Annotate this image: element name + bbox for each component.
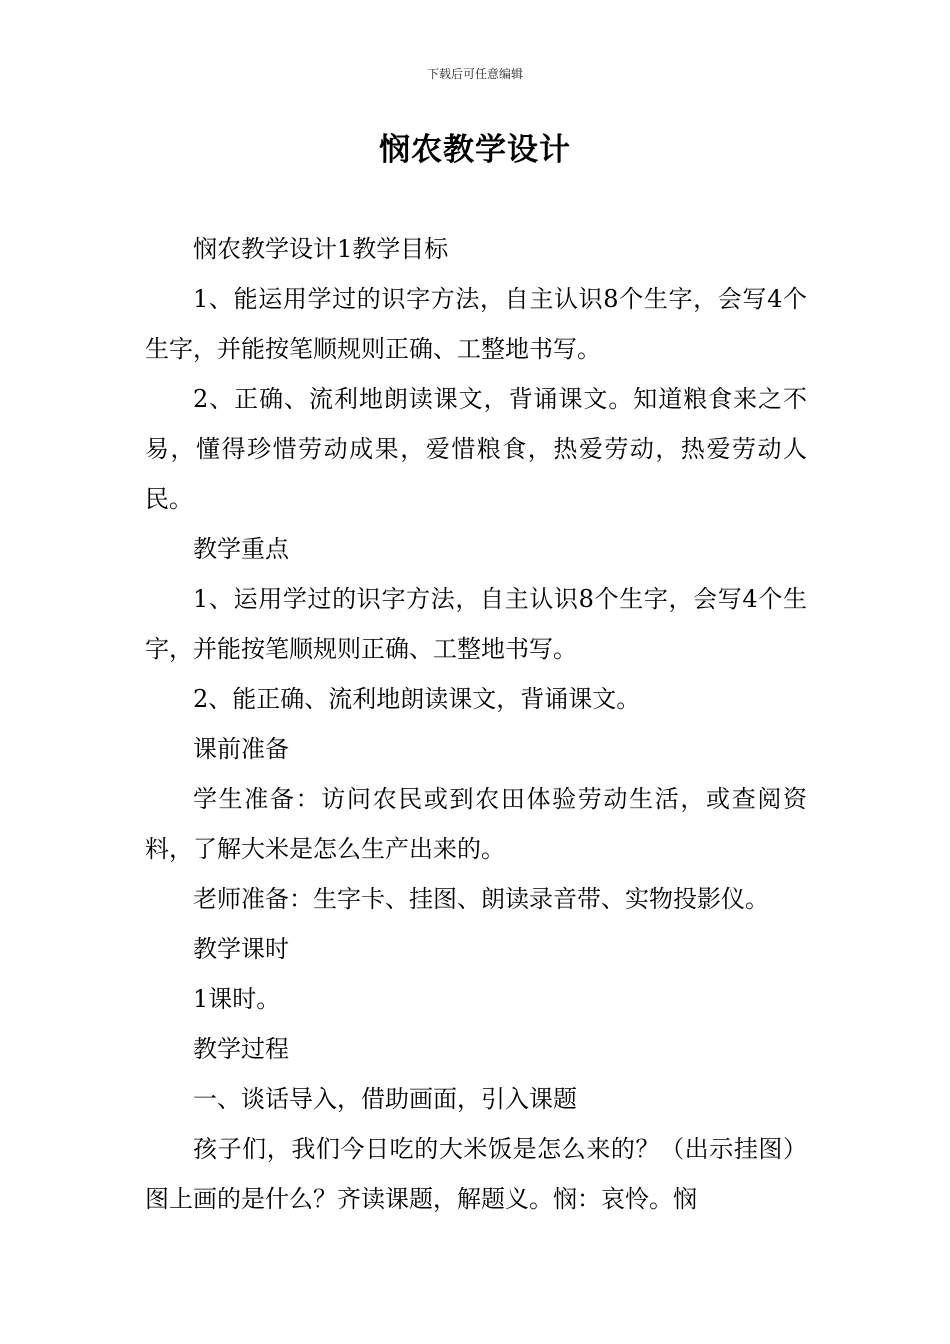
paragraph-section-title: 悯农教学设计1教学目标 <box>193 235 449 263</box>
paragraph-step-1-content: 孩子们，我们今日吃的大米饭是怎么来的？（出示挂图）图上画的是什么？齐读课题，解题义。悯：哀怜。悯 <box>145 1135 807 1213</box>
heading-preparation: 课前准备 <box>193 735 289 763</box>
paragraph-key-point-1: 1、运用学过的识字方法，自主认识8个生字，会写4个生字，并能按笔顺规则正确、工整地书写。 <box>145 585 807 663</box>
document-title: 悯农教学设计 <box>379 132 571 168</box>
paragraph-teacher-preparation: 老师准备：生字卡、挂图、朗读录音带、实物投影仪。 <box>193 885 769 913</box>
paragraph-key-point-2: 2、能正确、流利地朗读课文，背诵课文。 <box>193 685 641 713</box>
heading-key-points: 教学重点 <box>193 535 289 563</box>
paragraph-objective-2: 2、正确、流利地朗读课文，背诵课文。知道粮食来之不易，懂得珍惜劳动成果，爱惜粮食，热爱劳动，热爱劳动人民。 <box>145 385 807 513</box>
heading-step-1: 一、谈话导入，借助画面，引入课题 <box>193 1085 577 1113</box>
paragraph-class-hours: 1课时。 <box>193 985 281 1013</box>
header-note: 下载后可任意编辑 <box>426 67 523 81</box>
heading-class-hours: 教学课时 <box>193 935 289 963</box>
paragraph-objective-1: 1、能运用学过的识字方法，自主认识8个生字，会写4个生字，并能按笔顺规则正确、工整地书写。 <box>145 285 807 363</box>
paragraph-student-preparation: 学生准备：访问农民或到农田体验劳动生活，或查阅资料，了解大米是怎么生产出来的。 <box>145 785 807 863</box>
document-body <box>145 224 807 1224</box>
heading-teaching-process: 教学过程 <box>193 1035 289 1063</box>
